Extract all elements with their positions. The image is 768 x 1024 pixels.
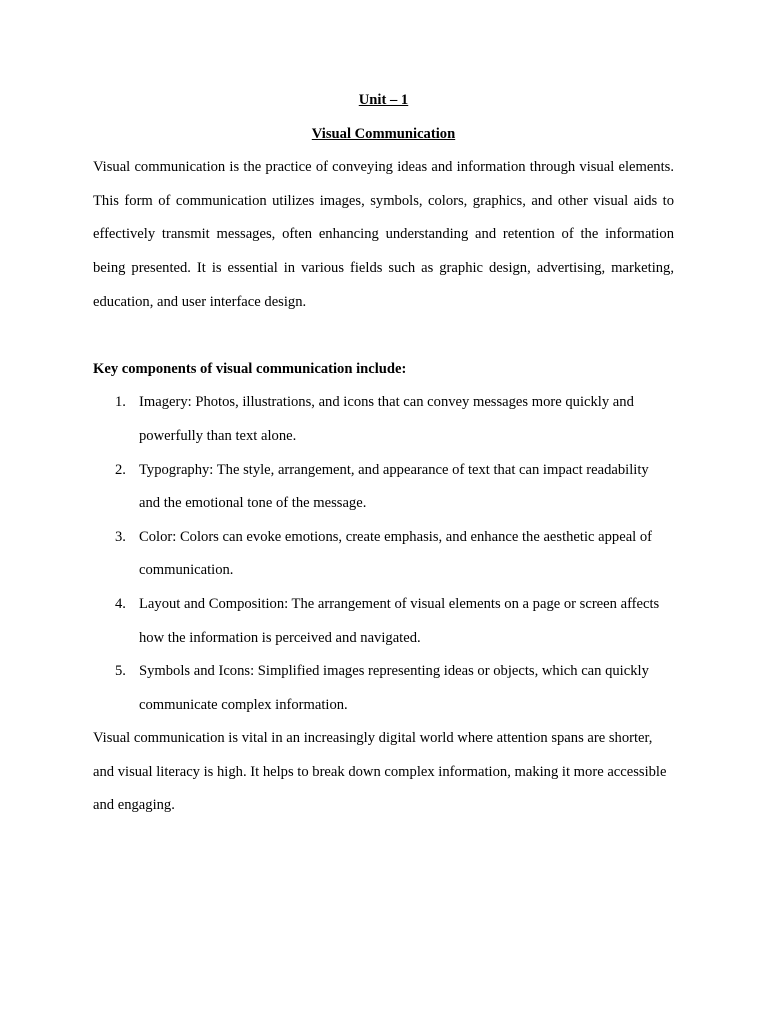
list-item-number: 3. — [115, 528, 126, 545]
unit-title: Unit – 1 — [358, 92, 409, 108]
components-heading: Key components of visual communication include: — [93, 360, 407, 377]
list-item-number: 1. — [115, 394, 126, 411]
conclusion-paragraph: Visual communication is vital in an increasingly digital world where attention spans are shorter, and visual literacy is high. It helps to break down complex information, making it more accessible and engaging. — [93, 730, 667, 814]
components-list — [93, 386, 674, 722]
list-item-text: Color: Colors can evoke emotions, create emphasis, and enhance the aesthetic appeal of communication. — [139, 528, 653, 579]
list-item-text: Symbols and Icons: Simplified images representing ideas or objects, which can quickly communicate complex information. — [139, 663, 649, 713]
list-item-text: Imagery: Photos, illustrations, and icons that can convey messages more quickly and powerfully than text alone. — [139, 394, 634, 444]
list-item — [93, 386, 674, 453]
list-item-text: Typography: The style, arrangement, and appearance of text that can impact readability and the emotional tone of the message. — [139, 461, 649, 512]
list-item-text: Layout and Composition: The arrangement of visual elements on a page or screen affects how the information is perceived and navigated. — [139, 595, 660, 646]
list-item-number: 2. — [115, 461, 126, 478]
blank-line — [93, 319, 674, 353]
page-title: Visual Communication — [311, 125, 456, 142]
list-item-number: 5. — [115, 663, 126, 680]
document-page — [93, 84, 674, 823]
list-item — [93, 655, 674, 722]
list-item-number: 4. — [115, 595, 126, 612]
intro-paragraph: Visual communication is the practice of conveying ideas and information through visual elements. This form of communication utilizes images, symbols, colors, graphics, and other visual aids to effectively transmit messages, often enhancing understanding and retention of the information being presented. It is essential in various fields such as graphic design, advertising, marketing, education, and user interface design. — [93, 159, 674, 310]
list-item — [93, 521, 674, 588]
list-item — [93, 454, 674, 521]
list-item — [93, 588, 674, 655]
